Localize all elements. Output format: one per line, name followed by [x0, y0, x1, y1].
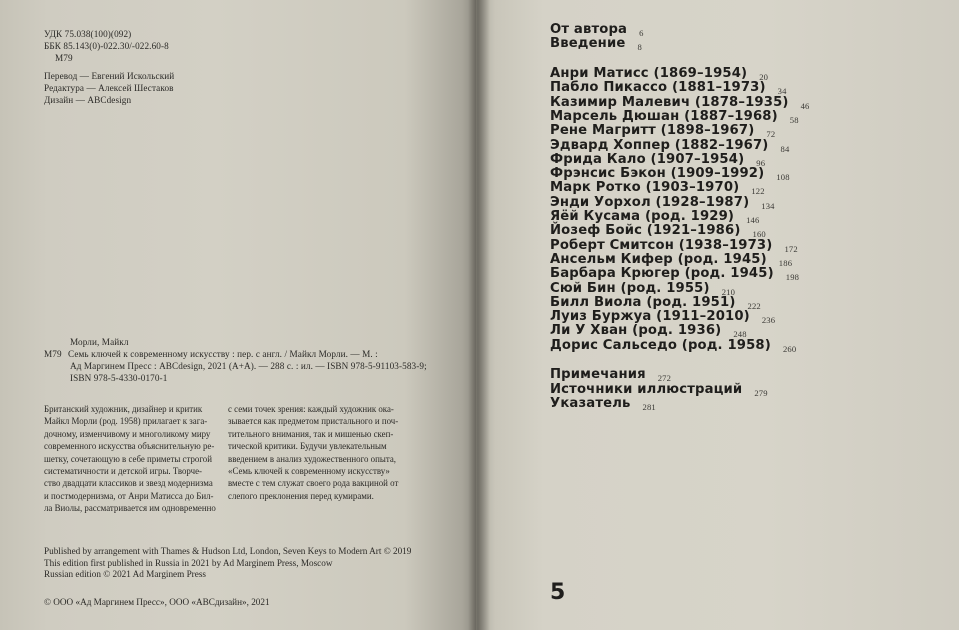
udk-code: УДК 75.038(100)(092)	[44, 29, 132, 39]
annotation-line: «Семь ключей к современному искусству»	[228, 466, 390, 477]
toc-entry-title: Дорис Сальседо (род. 1958)	[550, 337, 771, 353]
annotation-line: ла Виолы, рассматривается им одновременно	[44, 503, 216, 514]
toc-entry-title: Пабло Пикассо (1881–1973)	[550, 80, 766, 96]
toc-entry-title: Марк Ротко (1903–1970)	[550, 180, 740, 196]
bibliographic-record	[44, 336, 427, 384]
toc-entry-page: 122	[751, 186, 765, 197]
annotation-column-left	[44, 403, 216, 515]
annotation-line: тической критики. Будучи увлекательным	[228, 441, 387, 452]
toc-entry	[550, 166, 790, 181]
toc-entry-title: Ансельм Кифер (род. 1945)	[550, 251, 767, 267]
annotation-line: с семи точек зрения: каждый художник ока-	[228, 404, 394, 414]
publication-notice	[44, 546, 411, 581]
toc-entry-title: Барбара Крюгер (род. 1945)	[550, 266, 774, 282]
biblio-line-2: Ад Маргинем Пресс : ABCdesign, 2021 (А+А). — 288 с. : ил. — ISBN 978-5-91103-583-9;	[70, 361, 427, 371]
toc-entry	[550, 180, 765, 195]
author-mark: М79	[55, 53, 73, 63]
biblio-author: Морли, Майкл	[70, 337, 129, 347]
credit-editing: Редактура — Алексей Шестаков	[44, 83, 174, 93]
toc-entry-page: 46	[800, 100, 810, 111]
page-number: 5	[550, 580, 566, 605]
toc-entry-title: Эдвард Хоппер (1882–1967)	[550, 137, 769, 153]
toc-entry	[550, 338, 796, 353]
publication-line: Published by arrangement with Thames & Hudson Ltd, London, Seven Keys to Modern Art © 2019	[44, 546, 412, 556]
annotation-line: ство двадцати классиков и звезд модернизма	[44, 478, 213, 489]
annotation-line: дочному, изменчивому и многоликому миру	[44, 428, 211, 439]
annotation-line: Британский художник, дизайнер и критик	[44, 404, 203, 414]
publication-line: Russian edition © 2021 Ad Marginem Press	[44, 569, 206, 580]
toc-entry-title: Билл Виола (род. 1951)	[550, 294, 736, 310]
publication-line: This edition first published in Russia in 2021 by Ad Marginem Press, Moscow	[44, 557, 333, 568]
toc-entry	[550, 195, 775, 210]
toc-entry-title: Марсель Дюшан (1887–1968)	[550, 108, 778, 124]
toc-entry-title: Ли У Хван (род. 1936)	[550, 323, 722, 339]
toc-entry-title: Роберт Смитсон (1938–1973)	[550, 237, 773, 253]
toc-entry-title: Источники иллюстраций	[550, 381, 743, 397]
credit-translation: Перевод — Евгений Искольский	[44, 71, 175, 81]
annotation-line: зывается как предметом пристального и поч-	[228, 416, 399, 427]
toc-entry	[550, 223, 766, 238]
left-page	[0, 0, 476, 630]
toc-entry	[550, 367, 671, 382]
toc-entry-title: Луиз Буржуа (1911–2010)	[550, 309, 750, 325]
toc-entry	[550, 252, 792, 267]
toc-entry-page: 6	[639, 28, 644, 38]
toc-entry	[550, 66, 768, 81]
toc-entry-title: Фрэнсис Бэкон (1909–1992)	[550, 166, 765, 182]
toc-entry-title: Рене Магритт (1898–1967)	[550, 123, 755, 139]
biblio-mark: М79	[44, 349, 62, 359]
toc-entry-page: 279	[754, 387, 768, 398]
toc-entry-title: Энди Уорхол (1928–1987)	[550, 194, 750, 210]
toc-entry	[550, 238, 798, 253]
toc-entry	[550, 138, 789, 153]
toc-entry-page: 198	[785, 272, 800, 283]
toc-entry	[550, 295, 761, 310]
toc-entry	[550, 209, 759, 224]
annotation-line: тительного внимания, так и мишенью скеп-	[228, 428, 394, 439]
annotation-line: слепого преклонения перед кумирами.	[228, 490, 374, 501]
toc-entry-page: 281	[642, 402, 656, 413]
annotation-line: современного искусства объяснительную ре-	[44, 441, 215, 452]
toc-entry	[550, 80, 787, 95]
toc-entry-page: 260	[782, 343, 797, 354]
annotation-line: введением в анализ художественного опыта,	[228, 453, 396, 464]
toc-entry	[550, 152, 765, 167]
toc-entry	[550, 323, 747, 338]
toc-entry-page: 236	[761, 315, 776, 326]
toc-entry-page: 58	[789, 114, 799, 125]
toc-entry-page: 96	[756, 157, 766, 168]
biblio-line-3: ISBN 978-5-4330-0170-1	[70, 373, 168, 383]
toc-entry-page: 186	[778, 257, 793, 268]
bbk-code: ББК 85.143(0)-022.30/-022.60-8	[44, 41, 169, 51]
toc-entry	[550, 109, 799, 124]
toc-entry-title: Йозеф Бойс (1921–1986)	[550, 223, 741, 239]
toc-entry-title: Указатель	[550, 396, 631, 412]
toc-entry-page: 172	[784, 243, 798, 254]
annotation-column-right	[228, 403, 410, 502]
toc-entry	[550, 22, 644, 37]
toc-entry-title: От автора	[550, 22, 628, 37]
toc-entry-page: 84	[780, 143, 790, 154]
toc-entry-page: 272	[657, 373, 672, 383]
toc-entry	[550, 281, 735, 296]
toc-entry	[550, 266, 799, 281]
toc-entry-title: Казимир Малевич (1878–1935)	[550, 94, 789, 110]
toc-entry-page: 160	[752, 229, 766, 240]
toc-entry-page: 34	[777, 86, 787, 97]
toc-entry-page: 8	[637, 42, 642, 53]
toc-entry-title: Примечания	[550, 367, 646, 382]
toc-entry	[550, 95, 810, 110]
toc-entry-title: Анри Матисс (1869–1954)	[550, 66, 748, 81]
annotation-line: Майкл Морли (род. 1958) прилагает к зага-	[44, 416, 208, 427]
toc-entry	[550, 382, 768, 397]
annotation-line: и постмодернизма, от Анри Матисса до Бил-	[44, 490, 214, 501]
toc-entry-page: 108	[776, 172, 790, 183]
toc-entry-title: Введение	[550, 36, 626, 52]
toc-entry-title: Яёй Кусама (род. 1929)	[550, 209, 735, 224]
toc-entry-page: 146	[746, 215, 760, 225]
toc-entry-page: 210	[721, 286, 736, 297]
toc-entry	[550, 36, 642, 51]
toc-entry	[550, 309, 775, 324]
toc-entry-title: Фрида Кало (1907–1954)	[550, 151, 745, 167]
toc-entry-page: 134	[761, 200, 775, 211]
toc-entry	[550, 123, 775, 138]
annotation-line: вместе с тем служат своего рода вакциной от	[228, 478, 399, 489]
toc-entry-page: 222	[747, 300, 761, 311]
copyright-line: © ООО «Ад Маргинем Пресс», ООО «АВСдизайн», 2021	[44, 597, 270, 607]
toc-entry-title: Сюй Бин (род. 1955)	[550, 280, 710, 296]
classification-block	[44, 28, 169, 64]
toc-entry-page: 248	[733, 329, 747, 340]
biblio-line-1: Семь ключей к современному искусству : пер. с англ. / Майкл Морли. — М. :	[68, 349, 378, 359]
annotation-line: систематичности и детской игры. Творче-	[44, 466, 202, 477]
annotation-line: шетку, сочетающую в себе приметы строгой	[44, 453, 212, 464]
credits-block	[44, 70, 174, 106]
toc-entry	[550, 396, 656, 411]
toc-entry-page: 72	[766, 129, 776, 140]
toc-entry-page: 20	[759, 72, 769, 82]
book-gutter	[468, 0, 490, 630]
credit-design: Дизайн — ABCdesign	[44, 95, 132, 105]
